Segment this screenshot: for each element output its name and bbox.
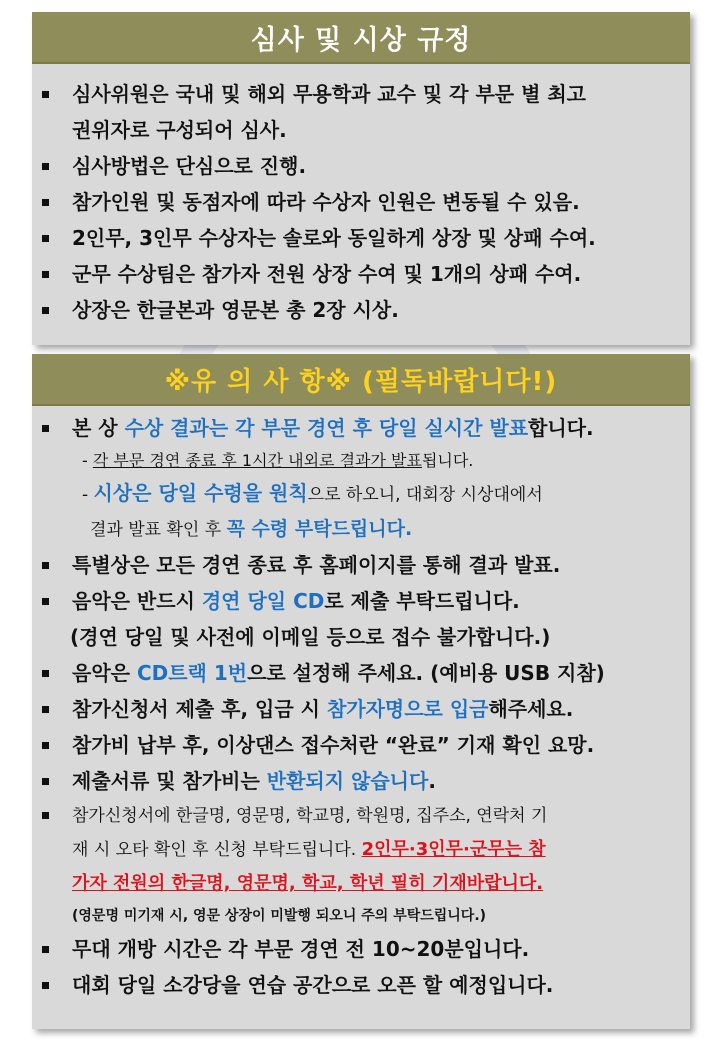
bullet-icon	[42, 812, 49, 819]
list-item: 음악은 반드시 경연 당일 CD로 제출 부탁드립니다. (경연 당일 및 사전에 이메일 등으로 접수 불가합니다.)	[32, 583, 690, 655]
bullet-icon	[42, 562, 49, 569]
bullet-icon	[42, 742, 49, 749]
list-item: 특별상은 모든 경연 종료 후 홈페이지를 통해 결과 발표.	[32, 547, 690, 583]
bullet-icon	[42, 271, 49, 278]
bullet-icon	[42, 235, 49, 242]
list-item: 심사방법은 단심으로 진행.	[32, 148, 690, 184]
list-item: 군무 수상팀은 참가자 전원 상장 수여 및 1개의 상패 수여.	[32, 256, 690, 292]
list-item: 참가비 납부 후, 이상댄스 접수처란 “완료” 기재 확인 요망.	[32, 727, 690, 763]
bullet-icon	[42, 778, 49, 785]
judging-rules-panel	[32, 12, 690, 345]
list-item: 무대 개방 시간은 각 부문 경연 전 10~20분입니다.	[32, 931, 690, 967]
list-item: 대회 당일 소강당을 연습 공간으로 오픈 할 예정입니다.	[32, 967, 690, 1003]
bullet-icon	[42, 425, 49, 432]
sub-item: - 각 부문 경연 종료 후 1시간 내외로 결과가 발표됩니다.	[82, 451, 474, 470]
list-item: 본 상 수상 결과는 각 부문 경연 후 당일 실시간 발표합니다.	[32, 410, 690, 446]
bullet-icon	[42, 706, 49, 713]
judging-rules-list	[32, 64, 690, 328]
notice-title: ※유 의 사 항※ (필독바랍니다!)	[32, 354, 690, 406]
bullet-icon	[42, 670, 49, 677]
judging-rules-title: 심사 및 시상 규정	[32, 12, 690, 64]
bullet-icon	[42, 91, 49, 98]
list-item: 제출서류 및 참가비는 반환되지 않습니다.	[32, 763, 690, 799]
bullet-icon	[42, 163, 49, 170]
bullet-icon	[42, 946, 49, 953]
notice-panel	[32, 354, 690, 1029]
sub-item: - 시상은 당일 수령을 원칙으로 하오니, 대회장 시상대에서	[82, 481, 543, 505]
list-item: 심사위원은 국내 및 해외 무용학과 교수 및 각 부문 별 최고 권위자로 구성되어 심사.	[32, 76, 690, 148]
bullet-icon	[42, 982, 49, 989]
sub-item: 결과 발표 확인 후 꼭 수령 부탁드립니다.	[90, 518, 413, 540]
list-item: 상장은 한글본과 영문본 총 2장 시상.	[32, 292, 690, 328]
list-item: 참가신청서 제출 후, 입금 시 참가자명으로 입금해주세요.	[32, 691, 690, 727]
list-item: 참가신청서에 한글명, 영문명, 학교명, 학원명, 집주소, 연락처 기 재 시 오타 확인 후 신청 부탁드립니다. 2인무·3인무·군무는 참 가자 전원의 한글명, 영문명, 학교, 학년 필히 기재바랍니다.	[32, 799, 690, 901]
bullet-icon	[42, 307, 49, 314]
bullet-icon	[42, 598, 49, 605]
notice-list	[32, 406, 690, 1003]
note-text: (영문명 미기재 시, 영문 상장이 미발행 되오니 주의 부탁드립니다.)	[72, 908, 487, 924]
list-item: 2인무, 3인무 수상자는 솔로와 동일하게 상장 및 상패 수여.	[32, 220, 690, 256]
list-item: 참가인원 및 동점자에 따라 수상자 인원은 변동될 수 있음.	[32, 184, 690, 220]
list-item: 음악은 CD트랙 1번으로 설정해 주세요. (예비용 USB 지참)	[32, 655, 690, 691]
bullet-icon	[42, 199, 49, 206]
